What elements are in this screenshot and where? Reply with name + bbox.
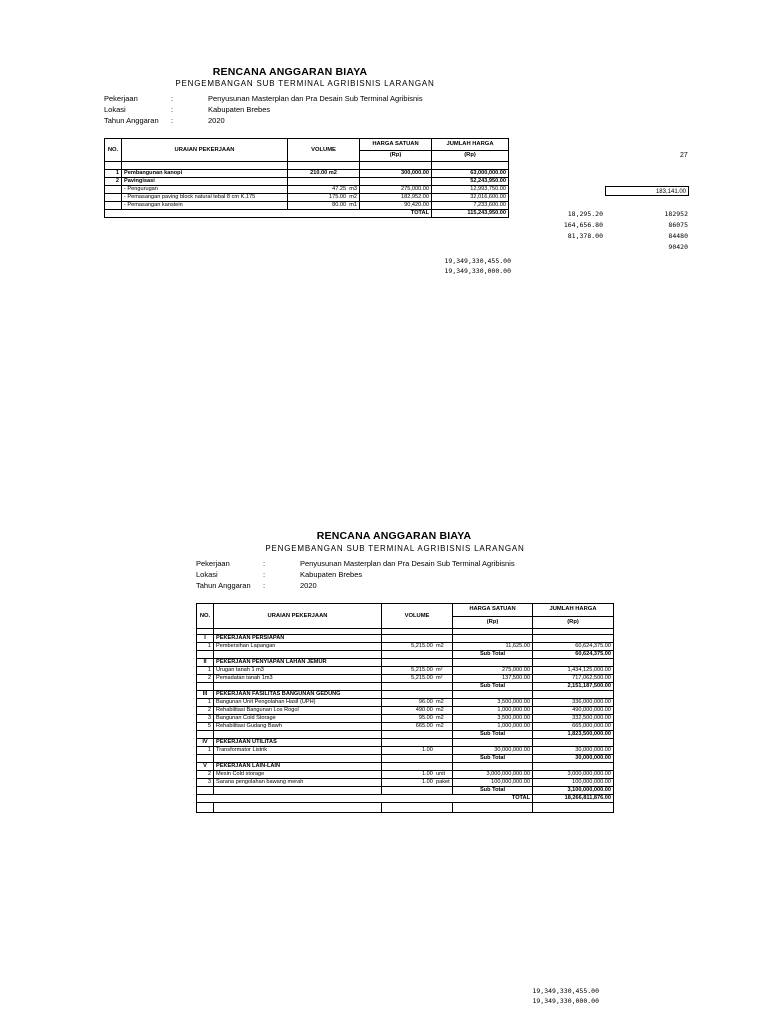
table-header: NO. URAIAN PEKERJAAN VOLUME HARGA SATUAN JUMLAH HARGA: [105, 139, 509, 151]
table-row: - Pemasangan paving block natural tebal 8 cm K.175 175.00 m2 182,952.00 32,016,600.00: [105, 194, 509, 202]
table-row: 2 Mesin Cold storage 1.00 unit 3,000,000,000.00 3,000,000,000.00: [197, 771, 614, 779]
table-row: - Pemasangan kanstein 80.00 m1 90,420.00 7,233,600.00: [105, 202, 509, 210]
section-header-row: IV PEKERJAAN UTILITAS: [197, 739, 614, 747]
empty-row: [197, 803, 614, 813]
meta-row-pekerjaan: Pekerjaan : Penyusunan Masterplan dan Pra Desain Sub Terminal Agribisnis: [196, 559, 515, 568]
subtotal-row: Sub Total 60,624,375.00: [197, 651, 614, 659]
meta-row-tahun: Tahun Anggaran : 2020: [196, 581, 317, 590]
table-row: 1 Pembersihan Lapangan 5,215.00 m2 11,625.00 60,624,375.00: [197, 643, 614, 651]
table-row: 3 Bangunan Cold Storage 95.00 m2 3,500,000.00 332,500,000.00: [197, 715, 614, 723]
side-value-27: 27: [680, 152, 688, 159]
section-header-row: I PEKERJAAN PERSIAPAN: [197, 635, 614, 643]
table-row: 1 Transformator Listrik 1.00 30,000,000.00 30,000,000.00: [197, 747, 614, 755]
meta-row-tahun: Tahun Anggaran : 2020: [104, 116, 225, 125]
meta-row-pekerjaan: Pekerjaan : Penyusunan Masterplan dan Pra Desain Sub Terminal Agribisnis: [104, 94, 423, 103]
section-header-row: V PEKERJAAN LAIN-LAIN: [197, 763, 614, 771]
total-row: TOTAL 115,243,950.00: [105, 210, 509, 218]
section-header-row: II PEKERJAAN PENYIAPAN LAHAN JEMUR: [197, 659, 614, 667]
doc1-table: NO. URAIAN PEKERJAAN VOLUME HARGA SATUAN JUMLAH HARGA (Rp) (Rp) 1 Pembangunan kanopi 210.00 m2 300,000.00 63,000,000.00 2 Pavingisasi 52,243,950.00 - Pengurugan 47.25 m3 275,000.00 12,993,750.00 - Pemasangan paving block natural tebal 8 cm K.175 175.00 m2 182,952.00 32,016,600.00 - Pemasangan kanstein 80.00 m1 90,420.00 7,233,600.00 TOTAL 115,243,950.00: [104, 138, 509, 218]
side-right-values: 182952 86075 84480 90420: [664, 210, 688, 251]
table-row: 1 Pembangunan kanopi 210.00 m2 300,000.00 63,000,000.00: [105, 170, 509, 178]
side-box-value: 183,141.00: [605, 186, 689, 196]
doc1-meta: [104, 93, 504, 126]
table-row: 1 Bangunan Unit Pengolahan Hasil (UPH) 96.00 m2 3,500,000.00 336,000,000.00: [197, 699, 614, 707]
section-header-row: III PEKERJAAN FASILITAS BANGUNAN GEDUNG: [197, 691, 614, 699]
doc2-below-totals: 19,349,330,455.00 19,349,330,000.00: [532, 987, 599, 1005]
table-row: 3 Sarana pengolahan bawang merah 1.00 paket 100,000,000.00 100,000,000.00: [197, 779, 614, 787]
table-row: 2 Pavingisasi 52,243,950.00: [105, 178, 509, 186]
doc1-below-totals: 19,349,330,455.00 19,349,330,000.00: [444, 257, 511, 275]
table-row: 5 Rehabilitasi Gudang Bawh 665.00 m2 1,000,000.00 665,000,000.00: [197, 723, 614, 731]
doc2-table: NO. URAIAN PEKERJAAN VOLUME HARGA SATUAN JUMLAH HARGA (Rp) (Rp) I PEKERJAAN PERSIAPAN 1 Pembersihan Lapangan 5,215.00 m2 11,625.00 60,624,375.00 Sub Total 60,624,375.00 II PEKERJAAN PENYIAPAN LAHAN JEMUR 1 Urugan tanah 1 m3 5,215.00 m² 275,000.00 1,434,125,000.00 2 Pemadatan tanah 1m3 5,215.00 m² 137,500.00 717,062,500.00 Sub Total 2,151,187,500.00 III PEKERJAAN FASILITAS BANGUNAN GEDUNG 1 Bangunan Unit Pengolahan Hasil (UPH) 96.00 m2 3,500,000.00 336,000,000.00 2 Rehabilitasi Bangunan Los Rogol 490.00 m2 1,000,000.00 490,000,000.00 3 Bangunan Cold Storage 95.00 m2 3,500,000.00 332,500,000.00 5 Rehabilitasi Gudang Bawh 665.00 m2 1,000,000.00 665,000,000.00 Sub Total 1,823,500,000.00 IV PEKERJAAN UTILITAS 1 Transformator Listrik 1.00 30,000,000.00 30,000,000.00 Sub Total 30,000,000.00 V PEKERJAAN LAIN-LAIN 2 Mesin Cold storage 1.00 unit 3,000,000,000.00 3,000,000,000.00 3 Sarana pengolahan bawang merah 1.00 paket 100,000,000.00 100,000,000.00 Sub Total 3,100,000,000.00 TOTAL 18,266,811,876.00: [196, 603, 614, 813]
doc2-title: RENCANA ANGGARAN BIAYA: [316, 530, 472, 542]
table-header: NO. URAIAN PEKERJAAN VOLUME HARGA SATUAN JUMLAH HARGA: [197, 604, 614, 617]
total-row: TOTAL 18,266,811,876.00: [197, 795, 614, 803]
side-left-values: 18,295.20 164,656.80 81,378.00: [563, 210, 603, 240]
subtotal-row: Sub Total 3,100,000,000.00: [197, 787, 614, 795]
table-row: - Pengurugan 47.25 m3 275,000.00 12,993,750.00: [105, 186, 509, 194]
doc2-subtitle: PENGEMBANGAN SUB TERMINAL AGRIBISNIS LARANGAN: [265, 544, 525, 553]
subtotal-row: Sub Total 1,823,500,000.00: [197, 731, 614, 739]
subtotal-row: Sub Total 30,000,000.00: [197, 755, 614, 763]
subtotal-row: Sub Total 2,151,187,500.00: [197, 683, 614, 691]
table-row: 2 Pemadatan tanah 1m3 5,215.00 m² 137,500.00 717,062,500.00: [197, 675, 614, 683]
table-row: 2 Rehabilitasi Bangunan Los Rogol 490.00 m2 1,000,000.00 490,000,000.00: [197, 707, 614, 715]
meta-row-lokasi: Lokasi : Kabupaten Brebes: [104, 105, 271, 114]
table-row: 1 Urugan tanah 1 m3 5,215.00 m² 275,000.00 1,434,125,000.00: [197, 667, 614, 675]
doc1-title: RENCANA ANGGARAN BIAYA: [212, 66, 368, 78]
meta-row-lokasi: Lokasi : Kabupaten Brebes: [196, 570, 363, 579]
doc2-meta: [196, 558, 616, 591]
doc1-subtitle: PENGEMBANGAN SUB TERMINAL AGRIBISNIS LARANGAN: [175, 79, 435, 88]
